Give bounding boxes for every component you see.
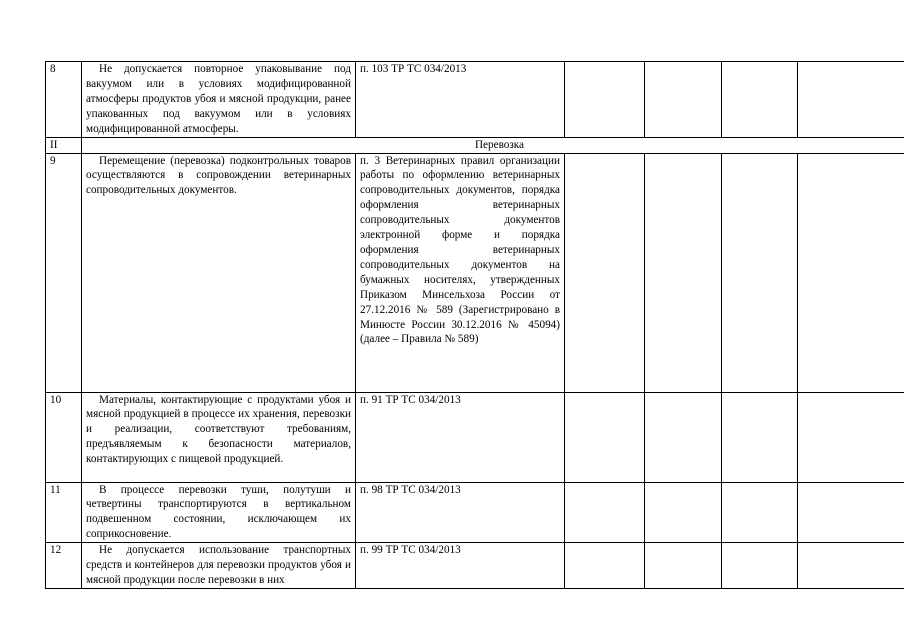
regulation-reference: п. 3 Ветеринарных правил организации работы по оформлению ветеринарных сопроводительных документов, порядка оформления ветеринарных сопроводительных документов электронной форме и порядка оформления ветеринарных сопроводительных документов на бумажных носителях, утвержденных Приказом Минсельхоза России от 27.12.2016 № 589 (Зарегистрировано в Минюсте России 30.12.2016 № 45094) (далее – Правила № 589): [356, 153, 565, 392]
table-row: [46, 153, 904, 392]
requirement-text: Не допускается повторное упаковывание под вакуумом или в условиях модифицированной атмосферы продуктов убоя и мясной продукции, ранее упакованных под вакуумом или в условиях модифицированной атмосферы.: [82, 62, 356, 138]
regulation-reference: п. 98 ТР ТС 034/2013: [356, 482, 565, 543]
answer-cell: [645, 392, 722, 482]
answer-cell: [645, 482, 722, 543]
answer-cell: [798, 153, 904, 392]
requirement-text: В процессе перевозки туши, полутуши и четвертины транспортируются в вертикальном подвешенном состоянии, исключающем их соприкосновение.: [82, 482, 356, 543]
regulation-reference: п. 103 ТР ТС 034/2013: [356, 62, 565, 138]
row-number: 9: [46, 153, 82, 392]
table-row: [46, 62, 904, 138]
answer-cell: [645, 62, 722, 138]
answer-cell: [565, 62, 645, 138]
row-number: 10: [46, 392, 82, 482]
answer-cell: [565, 543, 645, 589]
answer-cell: [565, 392, 645, 482]
regulation-reference: п. 91 ТР ТС 034/2013: [356, 392, 565, 482]
requirement-text: Не допускается использование транспортных средств и контейнеров для перевозки продуктов убоя и мясной продукции после перевозки в них: [82, 543, 356, 589]
requirement-text: Материалы, контактирующие с продуктами убоя и мясной продукцией в процессе их хранения, перевозки и реализации, соответствуют требованиям, предъявляемым к безопасности материалов, контактирующих с пищевой продукцией.: [82, 392, 356, 482]
section-number: II: [46, 137, 82, 153]
table-row: [46, 543, 904, 589]
row-number: 12: [46, 543, 82, 589]
requirement-text: Перемещение (перевозка) подконтрольных товаров осуществляются в сопровождении ветеринарных сопроводительных документов.: [82, 153, 356, 392]
regulation-reference: п. 99 ТР ТС 034/2013: [356, 543, 565, 589]
answer-cell: [798, 543, 904, 589]
row-number: 11: [46, 482, 82, 543]
answer-cell: [645, 153, 722, 392]
answer-cell: [722, 543, 798, 589]
section-title: Перевозка: [82, 137, 904, 153]
table-row: [46, 392, 904, 482]
checklist-table: [45, 61, 904, 589]
row-number: 8: [46, 62, 82, 138]
answer-cell: [722, 62, 798, 138]
table-row: [46, 482, 904, 543]
answer-cell: [565, 153, 645, 392]
answer-cell: [645, 543, 722, 589]
answer-cell: [722, 482, 798, 543]
checklist-document: [45, 61, 904, 589]
answer-cell: [565, 482, 645, 543]
answer-cell: [722, 392, 798, 482]
answer-cell: [798, 392, 904, 482]
section-row: [46, 137, 904, 153]
answer-cell: [722, 153, 798, 392]
answer-cell: [798, 482, 904, 543]
answer-cell: [798, 62, 904, 138]
